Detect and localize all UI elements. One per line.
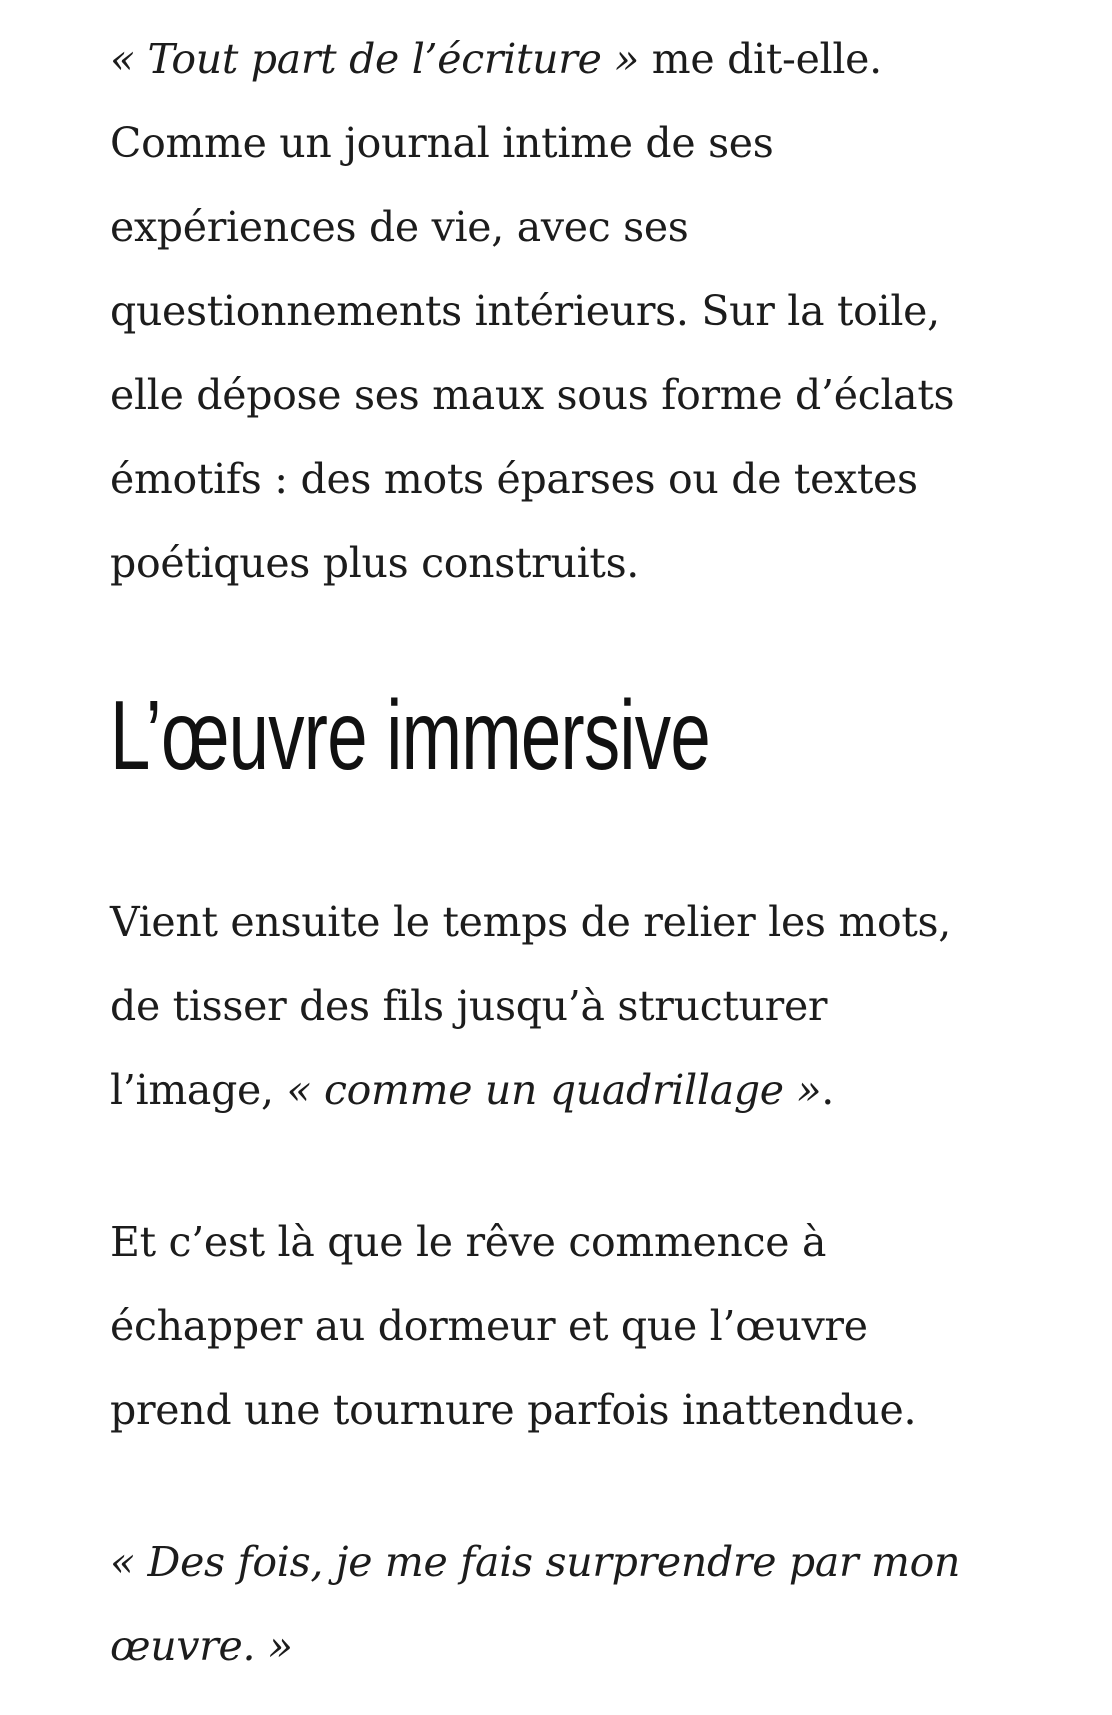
paragraph-line: elle dépose ses maux sous forme d’éclats: [110, 371, 955, 419]
section-heading: L’œuvre immersive: [110, 680, 710, 790]
paragraph-line: prend une tournure parfois inattendue.: [110, 1386, 917, 1434]
paragraph-quote-surprise: [110, 1520, 1010, 1688]
paragraph-line: [110, 1048, 1010, 1132]
paragraph-line: de tisser des fils jusqu’à structurer: [110, 982, 828, 1030]
inline-quote: « Tout part de l’écriture »: [110, 35, 640, 83]
paragraph-linking-words: [110, 880, 1010, 1132]
paragraph-line: [110, 17, 1010, 101]
paragraph-writing-origin: [110, 17, 1010, 605]
text-segment: .: [821, 1066, 835, 1114]
paragraph-dream-escapes: [110, 1200, 1010, 1452]
paragraph-line: questionnements intérieurs. Sur la toile,: [110, 287, 940, 335]
paragraph-line: émotifs : des mots éparses ou de textes: [110, 455, 918, 503]
text-segment: l’image,: [110, 1066, 287, 1114]
paragraph-line: Vient ensuite le temps de relier les mots,: [110, 898, 952, 946]
inline-quote: « comme un quadrillage »: [286, 1066, 822, 1114]
paragraph-line: poétiques plus construits.: [110, 539, 640, 587]
paragraph-line: « Des fois, je me fais surprendre par mon: [110, 1538, 961, 1586]
text-segment: me dit-elle.: [639, 35, 882, 83]
paragraph-line: échapper au dormeur et que l’œuvre: [110, 1302, 868, 1350]
paragraph-line: Comme un journal intime de ses: [110, 119, 774, 167]
paragraph-line: expériences de vie, avec ses: [110, 203, 689, 251]
paragraph-line: œuvre. »: [110, 1622, 293, 1670]
paragraph-line: Et c’est là que le rêve commence à: [110, 1218, 827, 1266]
